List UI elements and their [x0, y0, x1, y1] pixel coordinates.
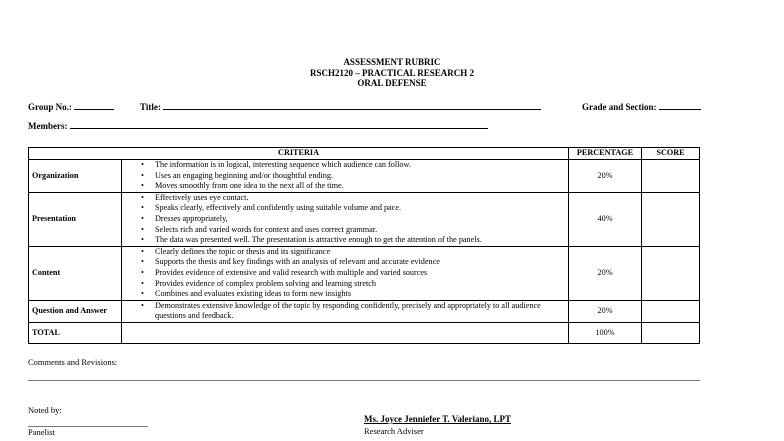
descriptor-item: • Selects rich and varied words for context and uses correct grammar. [155, 225, 565, 236]
descriptor-item: • Speaks clearly, effectively and confidently using suitable volume and pace. [155, 203, 565, 214]
grade-section-label: Grade and Section: [582, 102, 657, 112]
criterion-label: Presentation [29, 192, 122, 246]
total-percentage: 100% [569, 322, 642, 343]
descriptor-item: • The information is in logical, interesting sequence which audience can follow. [155, 160, 565, 171]
title-input-line[interactable] [163, 101, 541, 110]
table-row-content [29, 246, 700, 300]
table-row-total [29, 322, 700, 343]
header-subtitle: ORAL DEFENSE [357, 78, 427, 88]
comments-label: Comments and Revisions: [28, 357, 118, 367]
total-score-cell[interactable] [642, 322, 700, 343]
criterion-label: Organization [29, 160, 122, 193]
score-cell[interactable] [642, 300, 700, 322]
table-row-question-answer [29, 300, 700, 322]
descriptor-item: • Supports the thesis and key findings with an analysis of relevant and accurate evidence [155, 257, 565, 268]
grade-section-field [582, 101, 701, 113]
percentage-cell: 20% [569, 300, 642, 322]
table-row-presentation [29, 192, 700, 246]
criterion-label: Content [29, 246, 122, 300]
percentage-cell: 20% [569, 160, 642, 193]
score-cell[interactable] [642, 246, 700, 300]
descriptor-item: • Moves smoothly from one idea to the next all of the time. [155, 181, 565, 192]
criterion-label: Question and Answer [29, 300, 122, 322]
descriptor-item: • Demonstrates extensive knowledge of the topic by responding confidently, precisely and appropriately to all audience questions and feedback. [155, 301, 565, 322]
descriptor-item: • Provides evidence of extensive and valid research with multiple and varied sources [155, 268, 565, 279]
score-header: SCORE [642, 148, 700, 160]
group-label: Group No.: [28, 102, 72, 112]
adviser-name: Ms. Joyce Jenniefer T. Valeriano, LPT [364, 414, 511, 424]
score-cell[interactable] [642, 160, 700, 193]
percentage-header: PERCENTAGE [569, 148, 642, 160]
grade-section-input-line[interactable] [659, 101, 701, 110]
group-field [28, 101, 114, 113]
score-cell[interactable] [642, 192, 700, 246]
descriptor-item: • Provides evidence of complex problem solving and learning stretch [155, 279, 565, 290]
members-field [28, 120, 488, 132]
table-row-organization [29, 160, 700, 193]
total-label: TOTAL [29, 322, 122, 343]
percentage-cell: 40% [569, 192, 642, 246]
noted-by-label: Noted by: [28, 405, 62, 415]
descriptor-item: • Clearly defines the topic or thesis and its significance [155, 247, 565, 258]
members-label: Members: [28, 121, 68, 131]
comments-line[interactable] [28, 380, 700, 381]
criterion-descriptors [122, 160, 569, 193]
descriptor-item: • Combines and evaluates existing ideas to form new insights [155, 289, 565, 300]
panelist-label: Panelist [28, 427, 55, 437]
total-empty-cell [122, 322, 569, 343]
rubric-table [28, 147, 700, 344]
document-header [0, 57, 784, 89]
members-input-line[interactable] [70, 120, 488, 129]
descriptor-item: • Dresses appropriately, [155, 214, 565, 225]
header-course: RSCH2120 – PRACTICAL RESEARCH 2 [309, 67, 475, 78]
criterion-descriptors [122, 246, 569, 300]
descriptor-item: • Effectively uses eye contact. [155, 193, 565, 204]
descriptor-item: • Uses an engaging beginning and/or thoughtful ending. [155, 171, 565, 182]
descriptor-item: • The data was presented well. The presentation is attractive enough to get the attention of the panels. [155, 235, 565, 246]
title-label: Title: [140, 102, 161, 112]
adviser-role: Research Adviser [364, 426, 424, 436]
criterion-descriptors [122, 300, 569, 322]
percentage-cell: 20% [569, 246, 642, 300]
criterion-descriptors [122, 192, 569, 246]
title-field [140, 101, 541, 113]
group-input-line[interactable] [74, 101, 114, 110]
table-header-row [29, 148, 700, 160]
criteria-header: CRITERIA [29, 148, 569, 160]
header-title: ASSESSMENT RUBRIC [343, 57, 441, 67]
